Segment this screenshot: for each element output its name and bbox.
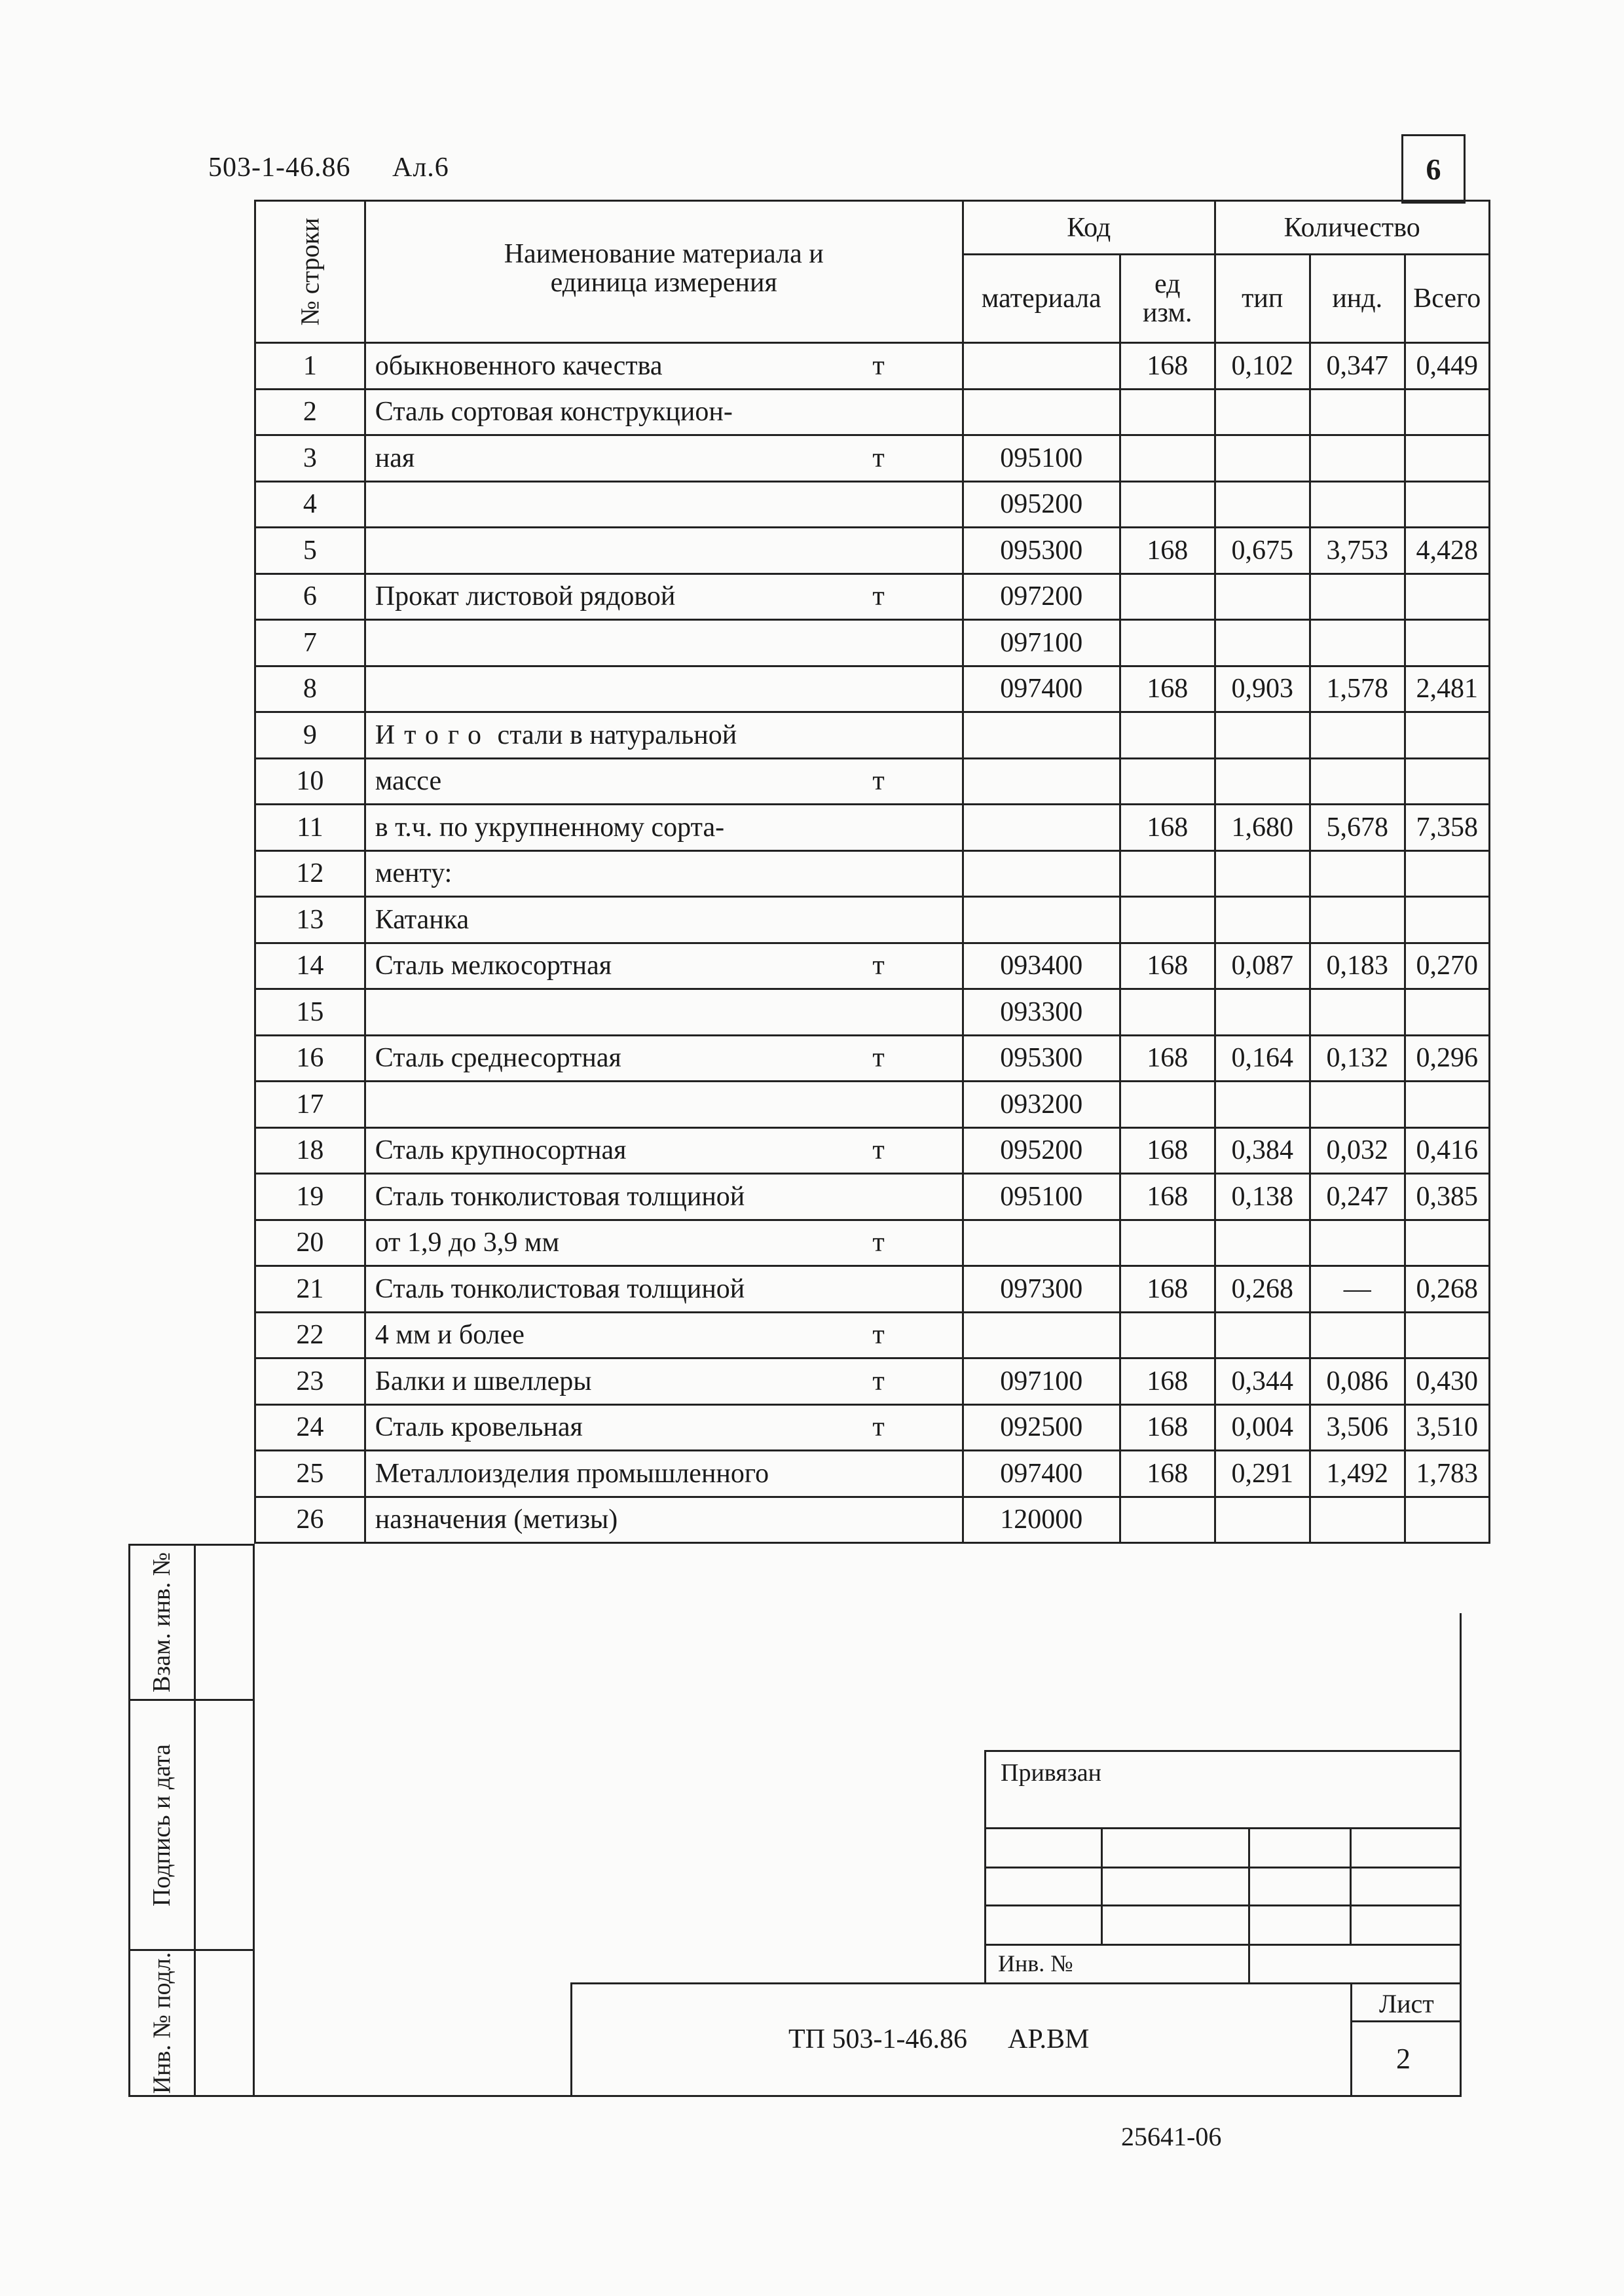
row-number: 18: [255, 1127, 365, 1174]
total-emphasis-text: Итого: [375, 720, 491, 750]
material-code: [963, 343, 1120, 390]
quantity-total: [1405, 481, 1489, 528]
unit-code: [1120, 758, 1215, 805]
header-material-name: Наименование материала и единица измерения: [365, 201, 963, 343]
table-row: [255, 1220, 1490, 1266]
stamp-sheet-divider: [1350, 1984, 1352, 2097]
material-code: 093300: [963, 989, 1120, 1036]
quantity-total: [1405, 758, 1489, 805]
replace-inv-label: Взам. инв. №: [148, 1552, 176, 1693]
material-unit: т: [872, 581, 885, 612]
unit-code: 168: [1120, 1035, 1215, 1082]
material-code: 093400: [963, 943, 1120, 989]
quantity-total: [1405, 712, 1489, 759]
orig-inv-value-cell: [196, 1951, 253, 2097]
unit-code: [1120, 435, 1215, 482]
quantity-ind: 0,032: [1310, 1127, 1405, 1174]
material-unit: т: [872, 1135, 885, 1166]
material-name-text: Сталь среднесортная: [375, 1043, 621, 1074]
quantity-typ: 0,102: [1215, 343, 1310, 390]
quantity-total: [1405, 435, 1489, 482]
signature-date-value-cell: [196, 1701, 253, 1951]
quantity-typ: [1215, 620, 1310, 666]
row-number: 5: [255, 528, 365, 574]
quantity-ind: [1310, 712, 1405, 759]
material-code: [963, 1312, 1120, 1358]
material-code: 097200: [963, 574, 1120, 620]
material-name-text: обыкновенного качества: [375, 350, 663, 381]
unit-code: [1120, 712, 1215, 759]
row-number: 3: [255, 435, 365, 482]
table-row: [255, 435, 1490, 482]
material-name: [365, 805, 963, 851]
quantity-ind: 0,247: [1310, 1174, 1405, 1220]
row-number: 19: [255, 1174, 365, 1220]
material-name-text: массе: [375, 766, 442, 797]
quantity-typ: [1215, 389, 1310, 435]
table-row: [255, 1404, 1490, 1451]
material-unit: т: [872, 951, 885, 981]
material-name: [365, 1035, 963, 1082]
quantity-total: 3,510: [1405, 1404, 1489, 1451]
material-name: [365, 989, 963, 1036]
material-name-text: в т.ч. по укрупненному сорта-: [375, 812, 725, 843]
quantity-total: [1405, 1082, 1489, 1128]
quantity-ind: [1310, 758, 1405, 805]
quantity-total: 0,449: [1405, 343, 1489, 390]
quantity-ind: 0,086: [1310, 1358, 1405, 1405]
quantity-total: [1405, 850, 1489, 897]
material-code: 095300: [963, 528, 1120, 574]
material-name-text: Балки и швеллеры: [375, 1366, 592, 1396]
row-number: 16: [255, 1035, 365, 1082]
quantity-total: [1405, 1497, 1489, 1543]
quantity-typ: 0,138: [1215, 1174, 1310, 1220]
material-name: [365, 897, 963, 943]
material-name-text: Прокат листовой рядовой: [375, 581, 676, 612]
material-name-text: Катанка: [375, 904, 470, 935]
material-unit: т: [872, 1412, 885, 1443]
quantity-total: 0,416: [1405, 1127, 1489, 1174]
document-reference: [208, 152, 483, 183]
table-row: [255, 574, 1490, 620]
material-name-text: ная: [375, 443, 415, 473]
unit-code: 168: [1120, 528, 1215, 574]
quantity-ind: 3,753: [1310, 528, 1405, 574]
quantity-total: [1405, 389, 1489, 435]
material-name-text: [375, 720, 737, 751]
quantity-total: 0,268: [1405, 1266, 1489, 1313]
quantity-ind: [1310, 435, 1405, 482]
row-number: 25: [255, 1451, 365, 1497]
quantity-typ: [1215, 1497, 1310, 1543]
material-unit: т: [872, 1366, 885, 1396]
attached-row-line-2: [986, 1904, 1462, 1906]
row-number: 9: [255, 712, 365, 759]
quantity-typ: [1215, 1312, 1310, 1358]
material-name: [365, 1404, 963, 1451]
material-name-text: 4 мм и более: [375, 1320, 525, 1351]
album-label: Ал.6: [392, 153, 449, 183]
quantity-typ: [1215, 481, 1310, 528]
stamp-section: АР.ВМ: [1008, 2024, 1090, 2054]
row-number: 8: [255, 666, 365, 712]
quantity-ind: [1310, 389, 1405, 435]
row-number: 12: [255, 850, 365, 897]
left-stamp-strip: [128, 1544, 253, 2097]
table-row: [255, 1266, 1490, 1313]
row-number: 24: [255, 1404, 365, 1451]
unit-code: 168: [1120, 1451, 1215, 1497]
row-number: 23: [255, 1358, 365, 1405]
quantity-ind: 0,132: [1310, 1035, 1405, 1082]
orig-inv-label: Инв. № подл.: [148, 1952, 176, 2094]
material-name-text: Сталь сортовая конструкцион-: [375, 397, 733, 428]
archive-number: 25641-06: [1121, 2122, 1222, 2151]
material-code: [963, 758, 1120, 805]
material-name: [365, 574, 963, 620]
quantity-total: 0,270: [1405, 943, 1489, 989]
quantity-ind: [1310, 1497, 1405, 1543]
attached-col-line-3: [1350, 1827, 1352, 1945]
material-unit: т: [872, 350, 885, 381]
quantity-typ: 0,004: [1215, 1404, 1310, 1451]
material-code: 097100: [963, 1358, 1120, 1405]
quantity-ind: 0,347: [1310, 343, 1405, 390]
quantity-typ: [1215, 897, 1310, 943]
table-row: [255, 481, 1490, 528]
unit-code: 168: [1120, 943, 1215, 989]
stamp-doc-code: ТП 503-1-46.86: [788, 2024, 967, 2054]
material-name-text: Сталь тонколистовая толщиной: [375, 1273, 745, 1304]
material-name-text: Сталь мелкосортная: [375, 951, 612, 981]
header-code: Код: [963, 201, 1215, 255]
quantity-ind: [1310, 850, 1405, 897]
signature-date-label: Подпись и дата: [148, 1743, 176, 1906]
row-number: 21: [255, 1266, 365, 1313]
quantity-typ: 0,291: [1215, 1451, 1310, 1497]
unit-code: [1120, 989, 1215, 1036]
stamp-sheet-value: 2: [1396, 2043, 1411, 2075]
table-row: [255, 1312, 1490, 1358]
unit-code: [1120, 620, 1215, 666]
material-code: 095200: [963, 481, 1120, 528]
material-name: [365, 1451, 963, 1497]
material-name: [365, 435, 963, 482]
material-code: 092500: [963, 1404, 1120, 1451]
quantity-typ: [1215, 435, 1310, 482]
table-row: [255, 1174, 1490, 1220]
material-unit: т: [872, 1320, 885, 1351]
table-row: [255, 897, 1490, 943]
table-row: [255, 805, 1490, 851]
quantity-ind: [1310, 989, 1405, 1036]
quantity-total: 0,430: [1405, 1358, 1489, 1405]
quantity-typ: 0,164: [1215, 1035, 1310, 1082]
quantity-typ: 0,903: [1215, 666, 1310, 712]
stamp-sheet-line: [1350, 2020, 1462, 2022]
material-name: [365, 1312, 963, 1358]
table-row: [255, 1082, 1490, 1128]
unit-code: 168: [1120, 1266, 1215, 1313]
main-stamp: [570, 1982, 1462, 2097]
material-code: 095100: [963, 435, 1120, 482]
material-name: [365, 528, 963, 574]
material-name: [365, 620, 963, 666]
unit-code: 168: [1120, 805, 1215, 851]
row-number: 13: [255, 897, 365, 943]
quantity-ind: —: [1310, 1266, 1405, 1313]
material-name: [365, 1082, 963, 1128]
header-row-number-label: № строки: [295, 217, 325, 326]
material-code: [963, 850, 1120, 897]
quantity-ind: 5,678: [1310, 805, 1405, 851]
table-row: [255, 528, 1490, 574]
unit-code: [1120, 1312, 1215, 1358]
quantity-total: 4,428: [1405, 528, 1489, 574]
unit-code: 168: [1120, 1127, 1215, 1174]
quantity-typ: 1,680: [1215, 805, 1310, 851]
material-name: [365, 389, 963, 435]
table-row: [255, 850, 1490, 897]
material-name-text: от 1,9 до 3,9 мм: [375, 1228, 560, 1258]
stamp-sheet-label: Лист: [1379, 1989, 1434, 2018]
quantity-total: 7,358: [1405, 805, 1489, 851]
material-code: 097100: [963, 620, 1120, 666]
material-name-text: Сталь тонколистовая толщиной: [375, 1181, 745, 1212]
attached-row-line-3: [986, 1944, 1462, 1946]
material-unit: т: [872, 766, 885, 797]
material-name-text: назначения (метизы): [375, 1504, 618, 1535]
quantity-typ: [1215, 850, 1310, 897]
materials-table: [254, 200, 1490, 1544]
material-unit: т: [872, 1228, 885, 1258]
material-name-text: Сталь крупносортная: [375, 1135, 627, 1166]
material-code: 097300: [963, 1266, 1120, 1313]
material-name: [365, 1127, 963, 1174]
row-number: 22: [255, 1312, 365, 1358]
material-code: 097400: [963, 666, 1120, 712]
table-row: [255, 943, 1490, 989]
material-name-text: менту:: [375, 858, 452, 889]
table-row: [255, 343, 1490, 390]
unit-code: 168: [1120, 343, 1215, 390]
table-row: [255, 1358, 1490, 1405]
unit-code: 168: [1120, 1358, 1215, 1405]
quantity-total: [1405, 897, 1489, 943]
replace-inv-cell: [130, 1546, 196, 1701]
row-number: 15: [255, 989, 365, 1036]
material-code: [963, 1220, 1120, 1266]
quantity-typ: 0,675: [1215, 528, 1310, 574]
header-qty-ind: инд.: [1310, 255, 1405, 343]
material-name-text: Сталь кровельная: [375, 1412, 583, 1443]
material-name: [365, 1358, 963, 1405]
unit-code: [1120, 1497, 1215, 1543]
table-row: [255, 1127, 1490, 1174]
quantity-typ: [1215, 758, 1310, 805]
total-rest-text: стали в натуральной: [497, 720, 737, 750]
quantity-typ: [1215, 1082, 1310, 1128]
header-qty-total: Всего: [1405, 255, 1489, 343]
header-quantity: Количество: [1215, 201, 1489, 255]
quantity-ind: [1310, 897, 1405, 943]
quantity-ind: 1,578: [1310, 666, 1405, 712]
quantity-total: 0,385: [1405, 1174, 1489, 1220]
table-row: [255, 1451, 1490, 1497]
quantity-typ: 0,384: [1215, 1127, 1310, 1174]
quantity-typ: [1215, 712, 1310, 759]
material-unit: т: [872, 443, 885, 473]
material-name: [365, 943, 963, 989]
quantity-total: 0,296: [1405, 1035, 1489, 1082]
header-code-unit: ед изм.: [1120, 255, 1215, 343]
material-name-text: Металлоизделия промышленного: [375, 1458, 769, 1489]
doc-number: 503-1-46.86: [208, 153, 351, 183]
quantity-typ: [1215, 989, 1310, 1036]
quantity-ind: [1310, 1312, 1405, 1358]
quantity-typ: 0,087: [1215, 943, 1310, 989]
material-code: [963, 712, 1120, 759]
material-name: [365, 1220, 963, 1266]
attached-col-line-1: [1101, 1827, 1103, 1945]
quantity-typ: [1215, 574, 1310, 620]
quantity-total: [1405, 989, 1489, 1036]
row-number: 2: [255, 389, 365, 435]
unit-code: [1120, 574, 1215, 620]
material-code: [963, 897, 1120, 943]
material-code: 120000: [963, 1497, 1120, 1543]
sheet-number: 6: [1426, 152, 1441, 186]
material-code: 095100: [963, 1174, 1120, 1220]
sheet-number-box: [1401, 134, 1466, 204]
unit-code: [1120, 389, 1215, 435]
unit-code: [1120, 481, 1215, 528]
quantity-ind: [1310, 481, 1405, 528]
row-number: 6: [255, 574, 365, 620]
unit-code: [1120, 850, 1215, 897]
quantity-total: 2,481: [1405, 666, 1489, 712]
table-row: [255, 712, 1490, 759]
material-code: 093200: [963, 1082, 1120, 1128]
attached-divider: [986, 1827, 1462, 1829]
quantity-ind: [1310, 1082, 1405, 1128]
quantity-total: [1405, 1220, 1489, 1266]
row-number: 14: [255, 943, 365, 989]
header-code-material: материала: [963, 255, 1120, 343]
unit-code: [1120, 1082, 1215, 1128]
attached-col-line-2: [1248, 1827, 1250, 1984]
orig-inv-cell: [130, 1951, 196, 2097]
material-name: [365, 481, 963, 528]
quantity-ind: 0,183: [1310, 943, 1405, 989]
replace-inv-value-cell: [196, 1546, 253, 1701]
row-number: 26: [255, 1497, 365, 1543]
material-code: [963, 805, 1120, 851]
material-name: [365, 758, 963, 805]
material-code: [963, 389, 1120, 435]
row-number: 10: [255, 758, 365, 805]
quantity-typ: 0,344: [1215, 1358, 1310, 1405]
quantity-ind: [1310, 1220, 1405, 1266]
material-code: 095200: [963, 1127, 1120, 1174]
quantity-total: [1405, 620, 1489, 666]
material-name: [365, 1497, 963, 1543]
frame-left-line: [253, 1544, 255, 2097]
unit-code: 168: [1120, 1174, 1215, 1220]
row-number: 4: [255, 481, 365, 528]
quantity-total: [1405, 574, 1489, 620]
row-number: 11: [255, 805, 365, 851]
header-qty-typ: тип: [1215, 255, 1310, 343]
table-row: [255, 389, 1490, 435]
table-row: [255, 1035, 1490, 1082]
row-number: 7: [255, 620, 365, 666]
material-name: [365, 1266, 963, 1313]
unit-code: [1120, 1220, 1215, 1266]
quantity-total: 1,783: [1405, 1451, 1489, 1497]
attached-row-line-1: [986, 1867, 1462, 1868]
unit-code: 168: [1120, 1404, 1215, 1451]
table-row: [255, 620, 1490, 666]
material-name: [365, 343, 963, 390]
quantity-ind: 3,506: [1310, 1404, 1405, 1451]
quantity-ind: [1310, 620, 1405, 666]
material-unit: т: [872, 1043, 885, 1074]
signature-date-cell: [130, 1701, 196, 1951]
table-row: [255, 1497, 1490, 1543]
quantity-ind: [1310, 574, 1405, 620]
header-row-number: [255, 201, 365, 343]
table-row: [255, 666, 1490, 712]
attached-label: Привязан: [1001, 1759, 1101, 1787]
quantity-typ: [1215, 1220, 1310, 1266]
inv-no-label: Инв. №: [998, 1950, 1073, 1977]
quantity-typ: 0,268: [1215, 1266, 1310, 1313]
row-number: 1: [255, 343, 365, 390]
material-code: 095300: [963, 1035, 1120, 1082]
row-number: 17: [255, 1082, 365, 1128]
unit-code: 168: [1120, 666, 1215, 712]
material-name: [365, 850, 963, 897]
unit-code: [1120, 897, 1215, 943]
table-row: [255, 989, 1490, 1036]
quantity-total: [1405, 1312, 1489, 1358]
material-name: [365, 712, 963, 759]
attached-block: [984, 1750, 1462, 1982]
quantity-ind: 1,492: [1310, 1451, 1405, 1497]
material-code: 097400: [963, 1451, 1120, 1497]
row-number: 20: [255, 1220, 365, 1266]
material-name: [365, 1174, 963, 1220]
material-name: [365, 666, 963, 712]
table-row: [255, 758, 1490, 805]
